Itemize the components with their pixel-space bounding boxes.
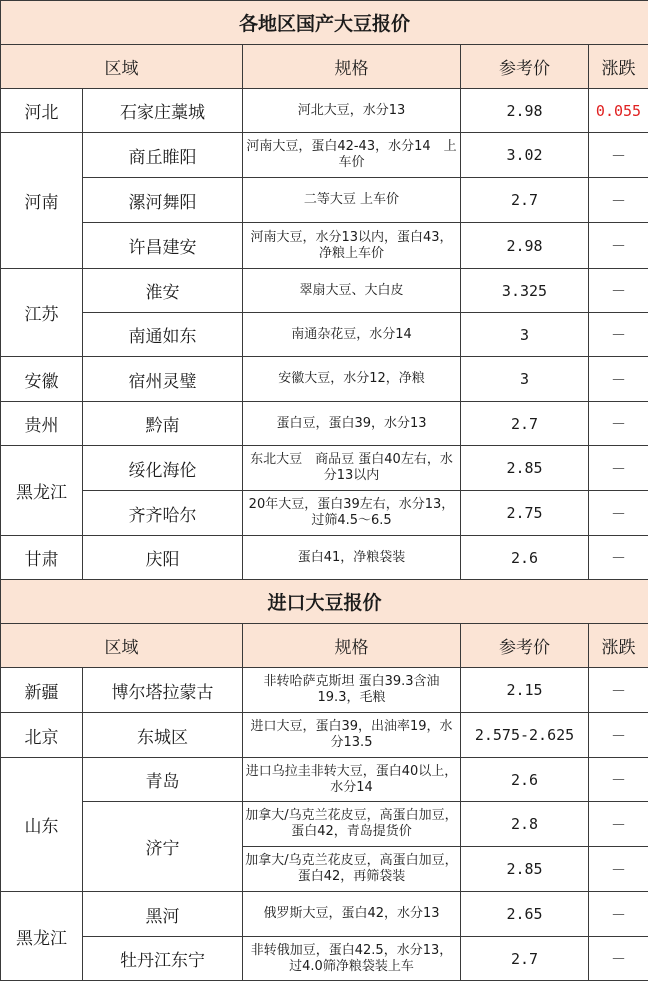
header-change: 涨跌 — [589, 624, 648, 668]
spec-cell: 河南大豆，水分13以内，蛋白43，净粮上车价 — [243, 223, 461, 269]
area-cell: 许昌建安 — [83, 223, 243, 269]
domestic-header-row — [1, 45, 648, 89]
spec-cell: 进口大豆，蛋白39，出油率19，水分13.5 — [243, 713, 461, 758]
spec-cell: 非转俄加豆，蛋白42.5，水分13，过4.0筛净粮袋装上车 — [243, 937, 461, 981]
table-row — [1, 133, 648, 178]
change-cell: － — [589, 133, 648, 178]
area-cell: 南通如东 — [83, 313, 243, 357]
spec-cell: 蛋白豆，蛋白39，水分13 — [243, 402, 461, 446]
area-cell: 黔南 — [83, 402, 243, 446]
area-cell: 齐齐哈尔 — [83, 491, 243, 536]
price-cell: 3.325 — [461, 269, 589, 313]
price-cell: 2.75 — [461, 491, 589, 536]
province-cell: 黑龙江 — [1, 892, 83, 981]
change-cell: － — [589, 402, 648, 446]
table-row — [1, 357, 648, 402]
change-cell: － — [589, 802, 648, 847]
change-cell: － — [589, 269, 648, 313]
province-cell: 黑龙江 — [1, 446, 83, 536]
area-cell: 宿州灵璧 — [83, 357, 243, 402]
price-cell: 3 — [461, 313, 589, 357]
spec-cell: 20年大豆，蛋白39左右，水分13，过筛4.5～6.5 — [243, 491, 461, 536]
price-cell: 2.15 — [461, 668, 589, 713]
change-cell: － — [589, 446, 648, 491]
price-cell: 2.7 — [461, 402, 589, 446]
domestic-title: 各地区国产大豆报价 — [1, 1, 648, 45]
province-cell: 甘肃 — [1, 536, 83, 580]
header-price: 参考价 — [461, 624, 589, 668]
price-cell: 3 — [461, 357, 589, 402]
change-cell: － — [589, 758, 648, 802]
spec-cell: 二等大豆 上车价 — [243, 178, 461, 223]
change-cell: － — [589, 223, 648, 269]
province-cell: 河南 — [1, 133, 83, 269]
province-cell: 新疆 — [1, 668, 83, 713]
price-cell: 2.575-2.625 — [461, 713, 589, 758]
price-cell: 2.7 — [461, 178, 589, 223]
change-cell: － — [589, 491, 648, 536]
price-cell: 3.02 — [461, 133, 589, 178]
table-row — [1, 536, 648, 580]
header-region: 区域 — [1, 45, 243, 89]
table-row — [1, 892, 648, 937]
price-cell: 2.8 — [461, 802, 589, 847]
area-cell: 黑河 — [83, 892, 243, 937]
imported-title: 进口大豆报价 — [1, 580, 648, 624]
change-cell: － — [589, 357, 648, 402]
price-cell: 2.6 — [461, 536, 589, 580]
header-spec: 规格 — [243, 624, 461, 668]
imported-header-row — [1, 624, 648, 668]
price-cell: 2.6 — [461, 758, 589, 802]
spec-cell: 非转哈萨克斯坦 蛋白39.3含油19.3，毛粮 — [243, 668, 461, 713]
area-cell: 绥化海伦 — [83, 446, 243, 491]
area-cell: 牡丹江东宁 — [83, 937, 243, 981]
spec-cell: 进口乌拉圭非转大豆，蛋白40以上，水分14 — [243, 758, 461, 802]
price-cell: 2.98 — [461, 223, 589, 269]
price-cell: 2.85 — [461, 847, 589, 892]
province-cell: 山东 — [1, 758, 83, 892]
table-row — [1, 223, 648, 269]
spec-cell: 安徽大豆，水分12，净粮 — [243, 357, 461, 402]
area-cell: 漯河舞阳 — [83, 178, 243, 223]
area-cell: 庆阳 — [83, 536, 243, 580]
spec-cell: 俄罗斯大豆，蛋白42，水分13 — [243, 892, 461, 937]
area-cell: 济宁 — [83, 802, 243, 892]
change-cell: 0.055 — [589, 89, 648, 133]
change-cell: － — [589, 713, 648, 758]
spec-cell: 翠扇大豆、大白皮 — [243, 269, 461, 313]
change-cell: － — [589, 178, 648, 223]
price-cell: 2.7 — [461, 937, 589, 981]
area-cell: 淮安 — [83, 269, 243, 313]
table-row — [1, 491, 648, 536]
header-price: 参考价 — [461, 45, 589, 89]
header-spec: 规格 — [243, 45, 461, 89]
province-cell: 北京 — [1, 713, 83, 758]
change-cell: － — [589, 937, 648, 981]
table-row — [1, 713, 648, 758]
price-cell: 2.65 — [461, 892, 589, 937]
table-row — [1, 937, 648, 981]
spec-cell: 东北大豆 商品豆 蛋白40左右，水分13以内 — [243, 446, 461, 491]
table-row — [1, 668, 648, 713]
price-cell: 2.98 — [461, 89, 589, 133]
price-cell: 2.85 — [461, 446, 589, 491]
domestic-title-row — [1, 1, 648, 45]
change-cell: － — [589, 313, 648, 357]
province-cell: 安徽 — [1, 357, 83, 402]
province-cell: 河北 — [1, 89, 83, 133]
spec-cell: 蛋白41，净粮袋装 — [243, 536, 461, 580]
area-cell: 东城区 — [83, 713, 243, 758]
spec-cell: 加拿大/乌克兰花皮豆，高蛋白加豆，蛋白42，再筛袋装 — [243, 847, 461, 892]
change-cell: － — [589, 668, 648, 713]
change-cell: － — [589, 536, 648, 580]
table-row — [1, 178, 648, 223]
province-cell: 贵州 — [1, 402, 83, 446]
table-row — [1, 313, 648, 357]
area-cell: 石家庄藁城 — [83, 89, 243, 133]
spec-cell: 河北大豆，水分13 — [243, 89, 461, 133]
area-cell: 博尔塔拉蒙古 — [83, 668, 243, 713]
province-cell: 江苏 — [1, 269, 83, 357]
table-row — [1, 402, 648, 446]
table-row — [1, 269, 648, 313]
header-change: 涨跌 — [589, 45, 648, 89]
table-row — [1, 446, 648, 491]
header-region: 区域 — [1, 624, 243, 668]
area-cell: 商丘睢阳 — [83, 133, 243, 178]
change-cell: － — [589, 892, 648, 937]
spec-cell: 河南大豆，蛋白42-43，水分14 上车价 — [243, 133, 461, 178]
area-cell: 青岛 — [83, 758, 243, 802]
change-cell: － — [589, 847, 648, 892]
imported-title-row — [1, 580, 648, 624]
table-row — [1, 802, 648, 847]
table-row — [1, 89, 648, 133]
spec-cell: 加拿大/乌克兰花皮豆，高蛋白加豆，蛋白42，青岛提货价 — [243, 802, 461, 847]
table-row — [1, 758, 648, 802]
spec-cell: 南通杂花豆，水分14 — [243, 313, 461, 357]
